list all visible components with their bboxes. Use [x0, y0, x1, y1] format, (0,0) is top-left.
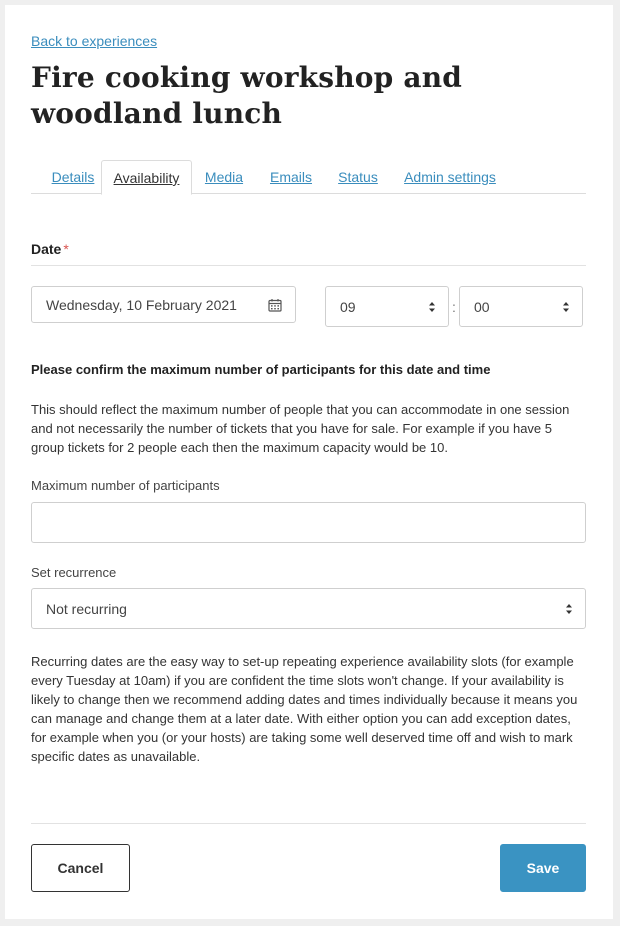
- max-participants-input[interactable]: [31, 502, 586, 543]
- tab-status[interactable]: Status: [338, 169, 378, 185]
- recurrence-label: Set recurrence: [31, 565, 117, 580]
- tab-bar: [31, 160, 586, 194]
- form-card: [5, 5, 613, 919]
- minute-select[interactable]: [459, 286, 583, 327]
- tab-availability[interactable]: Availability: [101, 160, 192, 195]
- time-separator: :: [452, 299, 456, 315]
- select-arrows-icon: [565, 603, 573, 615]
- hour-value: 09: [340, 299, 356, 315]
- select-arrows-icon: [428, 301, 436, 313]
- select-arrows-icon: [562, 301, 570, 313]
- tab-admin-settings[interactable]: Admin settings: [404, 169, 496, 185]
- date-label: [31, 241, 69, 257]
- tab-media[interactable]: Media: [204, 169, 244, 185]
- tab-emails[interactable]: Emails: [269, 169, 312, 185]
- hour-select[interactable]: [325, 286, 449, 327]
- minute-value: 00: [474, 299, 490, 315]
- date-picker-input[interactable]: [31, 286, 296, 323]
- date-divider: [31, 265, 586, 266]
- recurrence-select[interactable]: [31, 588, 586, 629]
- save-button[interactable]: Save: [500, 844, 586, 892]
- max-participants-label: Maximum number of participants: [31, 478, 220, 493]
- calendar-icon[interactable]: [268, 298, 282, 312]
- page-title: Fire cooking workshop and woodland lunch: [31, 61, 463, 130]
- recurrence-value: Not recurring: [46, 601, 127, 617]
- cancel-button[interactable]: Cancel: [31, 844, 130, 892]
- tab-details[interactable]: Details: [51, 169, 95, 185]
- date-label-text: Date: [31, 241, 62, 257]
- back-to-experiences-link[interactable]: Back to experiences: [31, 33, 158, 49]
- recurrence-description: Recurring dates are the easy way to set-up repeating experience availability slots (for example every Tuesday at 10am) if you are confident the time slots won't change. If your availability is likely to change then we recommend adding dates and times individually because it means you can manage and change them at a later date. With either option you can add exception dates, for example when you (or your hosts) are taking some well deserved time off and wish to mark specific dates as unavailable.: [31, 654, 578, 764]
- capacity-heading: Please confirm the maximum number of participants for this date and time: [31, 362, 491, 377]
- footer-divider: [31, 823, 586, 824]
- date-value: Wednesday, 10 February 2021: [46, 297, 237, 313]
- required-marker: *: [63, 241, 69, 257]
- capacity-description: This should reflect the maximum number of people that you can accommodate in one session and not necessarily the number of tickets that you have for sale. For example if you have 5 group tickets for 2 people each then the maximum capacity would be 10.: [31, 402, 570, 455]
